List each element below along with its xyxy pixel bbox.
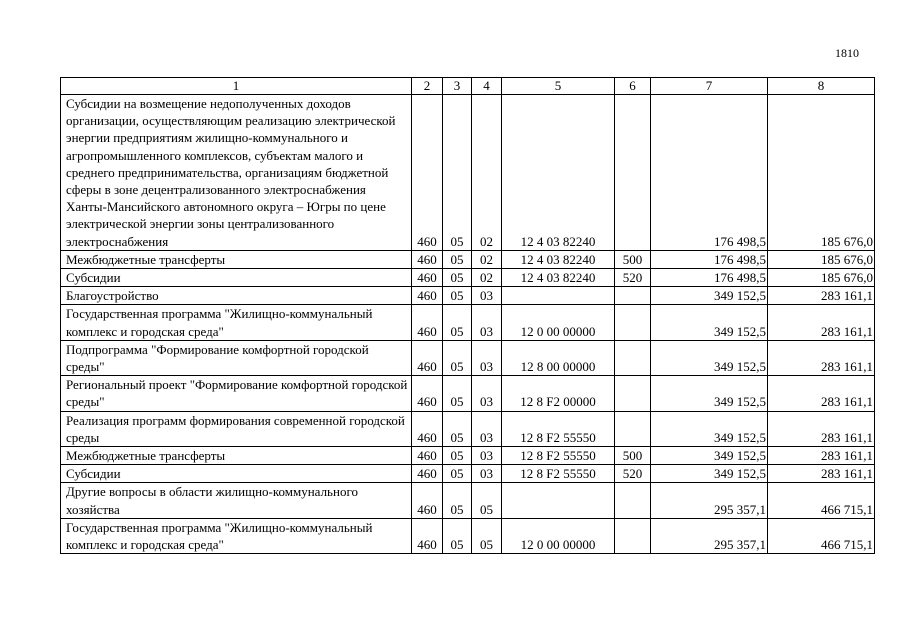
row-name: Благоустройство bbox=[61, 287, 412, 305]
row-ministry-code: 460 bbox=[412, 250, 443, 268]
row-name: Межбюджетные трансферты bbox=[61, 447, 412, 465]
row-amount-1: 349 152,5 bbox=[651, 376, 768, 411]
table-row bbox=[61, 269, 875, 287]
header-cell: 8 bbox=[768, 78, 875, 95]
row-section-code: 05 bbox=[443, 305, 472, 340]
row-expense-type bbox=[615, 483, 651, 518]
row-name: Субсидии bbox=[61, 465, 412, 483]
row-target-article bbox=[502, 483, 615, 518]
row-amount-1: 349 152,5 bbox=[651, 340, 768, 375]
row-target-article: 12 4 03 82240 bbox=[502, 95, 615, 251]
row-amount-1: 349 152,5 bbox=[651, 465, 768, 483]
row-amount-2: 185 676,0 bbox=[768, 95, 875, 251]
row-expense-type bbox=[615, 411, 651, 446]
row-section-code: 05 bbox=[443, 287, 472, 305]
header-cell: 2 bbox=[412, 78, 443, 95]
row-amount-1: 349 152,5 bbox=[651, 411, 768, 446]
table-row bbox=[61, 465, 875, 483]
row-subsection-code: 03 bbox=[472, 340, 502, 375]
row-amount-1: 176 498,5 bbox=[651, 250, 768, 268]
table-row bbox=[61, 250, 875, 268]
row-expense-type bbox=[615, 376, 651, 411]
row-section-code: 05 bbox=[443, 340, 472, 375]
row-ministry-code: 460 bbox=[412, 376, 443, 411]
row-expense-type: 520 bbox=[615, 269, 651, 287]
row-name: Государственная программа "Жилищно-коммунальный комплекс и городская среда" bbox=[61, 518, 412, 553]
row-expense-type bbox=[615, 305, 651, 340]
row-amount-1: 176 498,5 bbox=[651, 95, 768, 251]
row-name: Субсидии на возмещение недополученных доходов организации, осуществляющим реализацию электрической энергии предприятиям жилищно-коммунального и агропромышленного комплексов, субъектам малого и среднего предпринимательства, организациям бюджетной сферы в зоне децентрализованного электроснабжения Ханты-Мансийского автономного округа – Югры по цене электрической энергии зоны централизованного электроснабжения bbox=[61, 95, 412, 251]
row-amount-2: 283 161,1 bbox=[768, 465, 875, 483]
row-ministry-code: 460 bbox=[412, 483, 443, 518]
row-expense-type bbox=[615, 518, 651, 553]
row-amount-2: 283 161,1 bbox=[768, 340, 875, 375]
row-ministry-code: 460 bbox=[412, 269, 443, 287]
row-name: Реализация программ формирования современной городской среды bbox=[61, 411, 412, 446]
row-target-article: 12 8 F2 00000 bbox=[502, 376, 615, 411]
row-ministry-code: 460 bbox=[412, 447, 443, 465]
page-number: 1810 bbox=[835, 46, 859, 60]
row-amount-2: 283 161,1 bbox=[768, 376, 875, 411]
row-name: Субсидии bbox=[61, 269, 412, 287]
row-section-code: 05 bbox=[443, 411, 472, 446]
budget-table bbox=[60, 77, 875, 554]
row-amount-2: 466 715,1 bbox=[768, 518, 875, 553]
row-section-code: 05 bbox=[443, 447, 472, 465]
row-amount-2: 466 715,1 bbox=[768, 483, 875, 518]
header-cell: 3 bbox=[443, 78, 472, 95]
row-amount-1: 349 152,5 bbox=[651, 305, 768, 340]
header-cell: 7 bbox=[651, 78, 768, 95]
row-expense-type: 500 bbox=[615, 250, 651, 268]
row-name: Государственная программа "Жилищно-коммунальный комплекс и городская среда" bbox=[61, 305, 412, 340]
row-section-code: 05 bbox=[443, 376, 472, 411]
row-subsection-code: 02 bbox=[472, 269, 502, 287]
row-subsection-code: 03 bbox=[472, 411, 502, 446]
row-amount-1: 295 357,1 bbox=[651, 483, 768, 518]
row-amount-1: 349 152,5 bbox=[651, 447, 768, 465]
row-subsection-code: 03 bbox=[472, 447, 502, 465]
row-section-code: 05 bbox=[443, 465, 472, 483]
row-expense-type bbox=[615, 287, 651, 305]
row-target-article: 12 8 F2 55550 bbox=[502, 411, 615, 446]
row-target-article: 12 0 00 00000 bbox=[502, 305, 615, 340]
row-ministry-code: 460 bbox=[412, 95, 443, 251]
header-cell: 4 bbox=[472, 78, 502, 95]
row-expense-type: 520 bbox=[615, 465, 651, 483]
header-cell: 5 bbox=[502, 78, 615, 95]
row-section-code: 05 bbox=[443, 250, 472, 268]
table-row bbox=[61, 95, 875, 251]
table-row bbox=[61, 305, 875, 340]
row-amount-2: 283 161,1 bbox=[768, 287, 875, 305]
row-subsection-code: 05 bbox=[472, 483, 502, 518]
row-name: Подпрограмма "Формирование комфортной городской среды" bbox=[61, 340, 412, 375]
row-subsection-code: 03 bbox=[472, 376, 502, 411]
row-target-article: 12 4 03 82240 bbox=[502, 250, 615, 268]
row-expense-type bbox=[615, 340, 651, 375]
row-ministry-code: 460 bbox=[412, 465, 443, 483]
row-subsection-code: 02 bbox=[472, 95, 502, 251]
row-target-article: 12 8 F2 55550 bbox=[502, 447, 615, 465]
table-row bbox=[61, 340, 875, 375]
row-target-article: 12 8 00 00000 bbox=[502, 340, 615, 375]
row-name: Региональный проект "Формирование комфортной городской среды" bbox=[61, 376, 412, 411]
row-amount-2: 185 676,0 bbox=[768, 250, 875, 268]
row-target-article: 12 4 03 82240 bbox=[502, 269, 615, 287]
row-section-code: 05 bbox=[443, 95, 472, 251]
row-name: Межбюджетные трансферты bbox=[61, 250, 412, 268]
row-amount-1: 176 498,5 bbox=[651, 269, 768, 287]
row-ministry-code: 460 bbox=[412, 411, 443, 446]
row-subsection-code: 02 bbox=[472, 250, 502, 268]
row-section-code: 05 bbox=[443, 269, 472, 287]
row-section-code: 05 bbox=[443, 483, 472, 518]
row-amount-2: 283 161,1 bbox=[768, 305, 875, 340]
row-expense-type bbox=[615, 95, 651, 251]
row-expense-type: 500 bbox=[615, 447, 651, 465]
table-row bbox=[61, 411, 875, 446]
header-cell: 1 bbox=[61, 78, 412, 95]
row-ministry-code: 460 bbox=[412, 287, 443, 305]
row-section-code: 05 bbox=[443, 518, 472, 553]
row-amount-1: 295 357,1 bbox=[651, 518, 768, 553]
row-amount-1: 349 152,5 bbox=[651, 287, 768, 305]
row-target-article bbox=[502, 287, 615, 305]
row-ministry-code: 460 bbox=[412, 340, 443, 375]
table-row bbox=[61, 483, 875, 518]
row-subsection-code: 03 bbox=[472, 287, 502, 305]
row-target-article: 12 0 00 00000 bbox=[502, 518, 615, 553]
table-header-row bbox=[61, 78, 875, 95]
row-name: Другие вопросы в области жилищно-коммунального хозяйства bbox=[61, 483, 412, 518]
header-cell: 6 bbox=[615, 78, 651, 95]
row-amount-2: 185 676,0 bbox=[768, 269, 875, 287]
table-row bbox=[61, 287, 875, 305]
row-target-article: 12 8 F2 55550 bbox=[502, 465, 615, 483]
row-subsection-code: 05 bbox=[472, 518, 502, 553]
row-subsection-code: 03 bbox=[472, 305, 502, 340]
table-row bbox=[61, 447, 875, 465]
row-ministry-code: 460 bbox=[412, 305, 443, 340]
row-subsection-code: 03 bbox=[472, 465, 502, 483]
row-amount-2: 283 161,1 bbox=[768, 447, 875, 465]
row-ministry-code: 460 bbox=[412, 518, 443, 553]
row-amount-2: 283 161,1 bbox=[768, 411, 875, 446]
table-row bbox=[61, 518, 875, 553]
table-row bbox=[61, 376, 875, 411]
